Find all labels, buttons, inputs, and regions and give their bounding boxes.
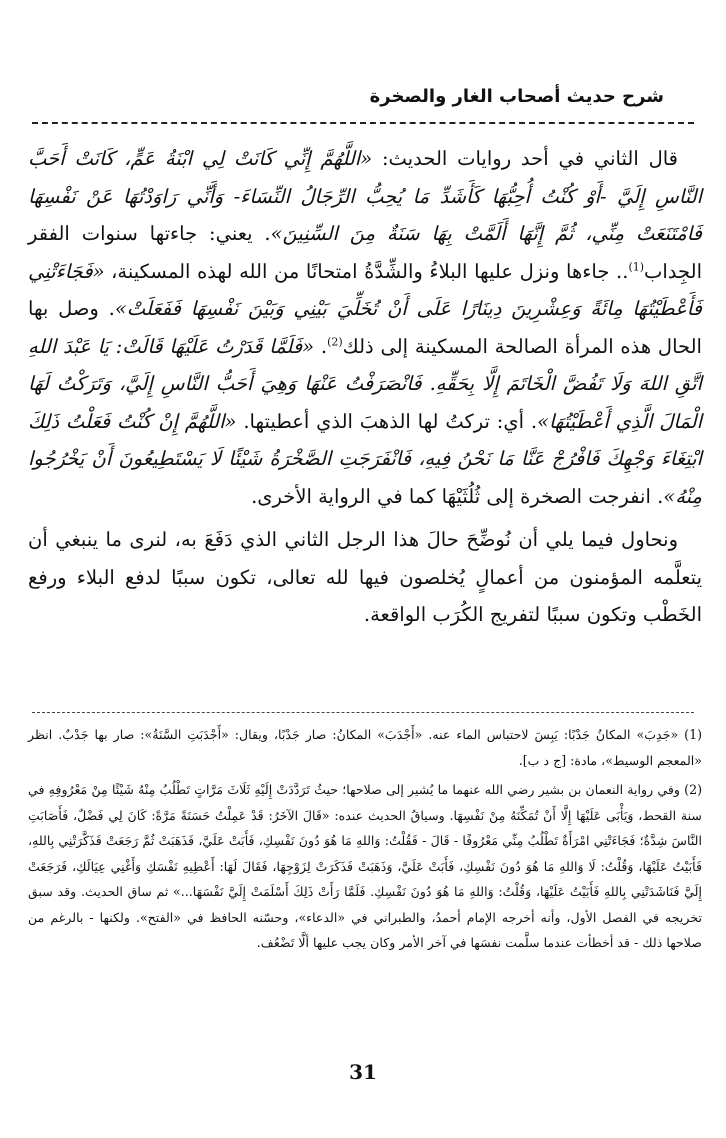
footnote-divider [32,712,694,713]
running-header-title: شرح حديث أصحاب الغار والصخرة [369,86,664,107]
text-segment: . انفرجت الصخرة إلى ثُلُثَيْهَا كما في الرواية الأخرى. [251,484,664,508]
text-segment: .. جاءها ونزل عليها البلاءُ والشِّدَّةُ امتحانًا من الله لهذه المسكينة، [104,259,629,283]
main-text [28,140,702,634]
footnote-ref-1[interactable]: (1) [628,260,645,273]
text-segment: . أي: تركتُ لها الذهبَ الذي أعطيتها. [236,409,538,433]
text-segment: قال الثاني في أحد روايات الحديث: [372,147,679,170]
hadith-quote: «فَجَاءَتْنِي فَأَعْطَيْتُهَا مِائَةً وَعِشْرِينَ دِينَارًا عَلَى أَنْ تُخَلِّيَ بَيْنِي وَبَيْنَ نَفْسِهَا فَفَعَلَتْ» [28,259,702,320]
header-divider [32,122,694,124]
page-number: 31 [349,1060,377,1084]
hadith-quote: «اللَّهُمَّ إِنِّي كَانَتْ لِي ابْنَةُ عَمٍّ، كَانَتْ أَحَبَّ النَّاسِ إِلَيَّ -أَوْ كُنْتُ أُحِبُّهَا كَأَشَدِّ مَا يُحِبُّ الرِّجَالُ النِّسَاءَ- وَأَنِّي رَاوَدْتُهَا عَنْ نَفْسِهَا فَامْتَنَعَتْ مِنِّي، ثُمَّ إِنَّهَا أَلَمَّتْ بِهَا سَنَةٌ مِنَ السِّنِينَ» [28,147,702,245]
paragraph-1 [28,140,702,515]
footnote-2: (2) وفي رواية النعمان بن بشير رضي الله عنهما ما يُشير إلى صلاحها؛ حيثُ تَرَدَّدَتْ إِلَيْهِ ثَلَاثَ مَرَّاتٍ تَطْلُبُ مِنْهُ شَيْئًا مِنْ مَعْرُوفِهِ في سنة القحط، وَيَأْبَى عَلَيْهَا إِلَّا أَنْ تُمَكِّنَهُ مِنْ نَفْسِهَا. وسياقُ الحديث عنده: «قَالَ الآخَرُ: قَدْ عَمِلْتُ حَسَنَةً مَرَّةً: كَانَ لِي فَضْلٌ، فَأَصَابَتِ النَّاسَ شِدَّةٌ؛ فَجَاءَتْنِي امْرَأَةٌ تَطْلُبُ مِنِّي مَعْرُوفًا - قَالَ - فَقُلْتُ: وَاللهِ مَا هُوَ دُونَ نَفْسِكِ، فَأَبَتْ عَلَيَّ، فَذَهَبَتْ ثُمَّ رَجَعَتْ فَذَكَّرَتْنِي بِاللهِ، فَأَبَيْتُ عَلَيْهَا، وَقُلْتُ: لَا وَاللهِ مَا هُوَ دُونَ نَفْسِكِ، فَأَبَتْ عَلَيَّ، وَذَهَبَتْ فَذَكَرَتْ لِزَوْجِهَا، فَقَالَ لَهَا: أَعْطِيهِ نَفْسَكِ وَأَغْنِي عِيَالَكِ، فَرَجَعَتْ إِلَيَّ فَنَاشَدَتْنِي بِاللهِ فَأَبَيْتُ عَلَيْهَا، وَقُلْتُ: وَاللهِ مَا هُوَ دُونَ نَفْسِكِ. فَلَمَّا رَأَتْ ذَلِكَ أَسْلَمَتْ إِلَيَّ نَفْسَهَا...» ثم ساق الحديث. وقد سبق تخريجه في الفصل الأول، وأنه أخرجه الإمام أحمدُ، والطبراني في «الدعاء»، وحسّنه الحافظ في «الفتح». ولكنها - بالرغم من صلاحها ذلك - قد أخطأت عندما سلَّمت نفسَها في آخر الأمر وكان يجب عليها ألَّا تَضْعُف. [28,782,702,950]
hadith-quote: «اللَّهُمَّ إِنْ كُنْتُ فَعَلْتُ ذَلِكَ ابْتِغَاءَ وَجْهِكَ فَافْرُجْ عَنَّا مَا نَحْنُ فِيهِ، فَانْفَرَجَتِ الصَّخْرَةُ شَيْئًا لَا يَسْتَطِيعُونَ أَنْ يَخْرُجُوا مِنْهُ» [28,409,702,508]
hadith-quote: «فَلَمَّا قَدَرْتُ عَلَيْهَا قَالَتْ: يَا عَبْدَ اللهِ اتَّقِ اللهَ وَلَا تَفُضَّ الْخَاتَمَ إِلَّا بِحَقِّهِ. فَانْصَرَفْتُ عَنْهَا وَهِيَ أَحَبُّ النَّاسِ إِلَيَّ، وَتَرَكْتُ لَهَا الْمَالَ الَّذِي أَعْطَيْتُهَا» [28,334,702,433]
footnote-1: (1) «جَدِبَ» المكانُ جَدْبًا: يَبِسَ لاحتباس الماء عنه. «أَجْدَبَ» المكانُ: صار جَدْبًا، ويقال: «أَجْدَبَتِ السَّنَةُ»: صار بها جَدْبٌ. انظر «المعجم الوسيط»، مادة: [ج د ب]. [28,727,702,768]
paragraph-2: ونحاول فيما يلي أن نُوضِّحَ حالَ هذا الرجل الثاني الذي دَفَعَ به، لنرى ما ينبغي أن يتعلَّمه المؤمنون من أعمالٍ يُخلصون فيها لله تعالى، تكون سببًا لدفع البلاء ورفع الخَطْب وتكون سببًا لتفريج الكُرَب الواقعة. [28,528,702,626]
text-segment: . [314,334,328,358]
text-segment: . وصل بها الحال هذه المرأة الصالحة المسكينة إلى ذلك [28,297,702,358]
text-segment: . يعني: جاءتها سنوات الفقر الجِداب [28,222,702,283]
footnotes [28,722,702,956]
footnote-ref-2[interactable]: (2) [327,335,343,348]
